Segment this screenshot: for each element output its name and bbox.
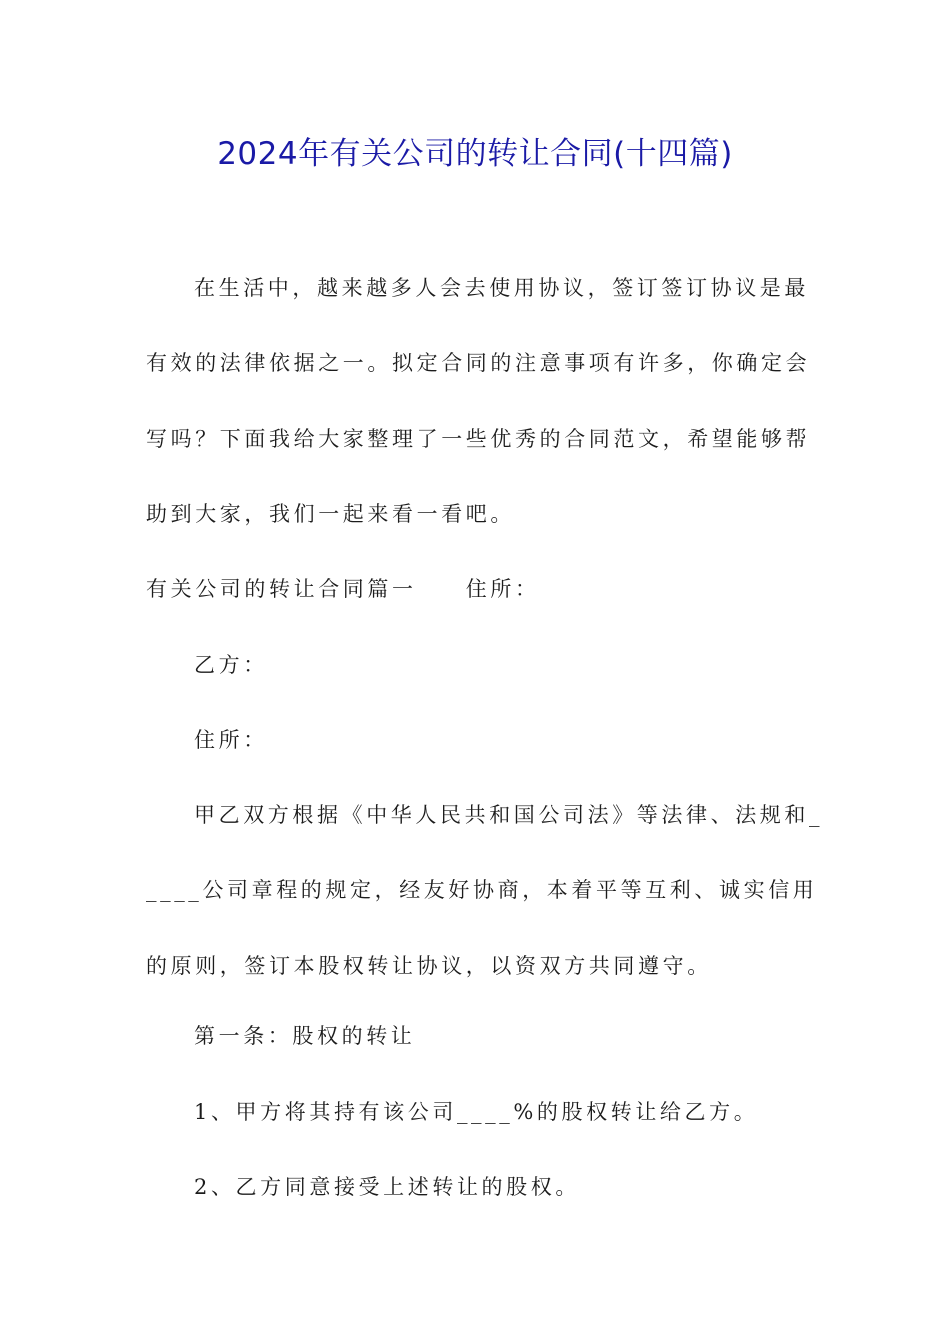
intro-line-1: 在生活中，越来越多人会去使用协议，签订签订协议是最 (194, 276, 809, 300)
article-1-clause-2: 2、乙方同意接受上述转让的股权。 (194, 1175, 580, 1199)
intro-line-2: 有效的法律依据之一。拟定合同的注意事项有许多，你确定会 (146, 351, 811, 375)
article-1-heading: 第一条：股权的转让 (194, 1024, 416, 1048)
article-1-clause-1: 1、甲方将其持有该公司____%的股权转让给乙方。 (194, 1100, 759, 1124)
preamble-line-2: ____公司章程的规定，经友好协商，本着平等互利、诚实信用 (146, 878, 818, 902)
section-heading-1: 有关公司的转让合同篇一 住所： (146, 577, 540, 601)
address-label: 住所： (194, 728, 268, 752)
intro-line-3: 写吗？下面我给大家整理了一些优秀的合同范文，希望能够帮 (146, 427, 811, 451)
document-title: 2024年有关公司的转让合同(十四篇) (217, 136, 733, 172)
preamble-line-1: 甲乙双方根据《中华人民共和国公司法》等法律、法规和_ (194, 803, 824, 827)
preamble-line-3: 的原则，签订本股权转让协议，以资双方共同遵守。 (146, 954, 712, 978)
party-b-label: 乙方： (194, 653, 268, 677)
intro-line-4: 助到大家，我们一起来看一看吧。 (146, 502, 515, 526)
